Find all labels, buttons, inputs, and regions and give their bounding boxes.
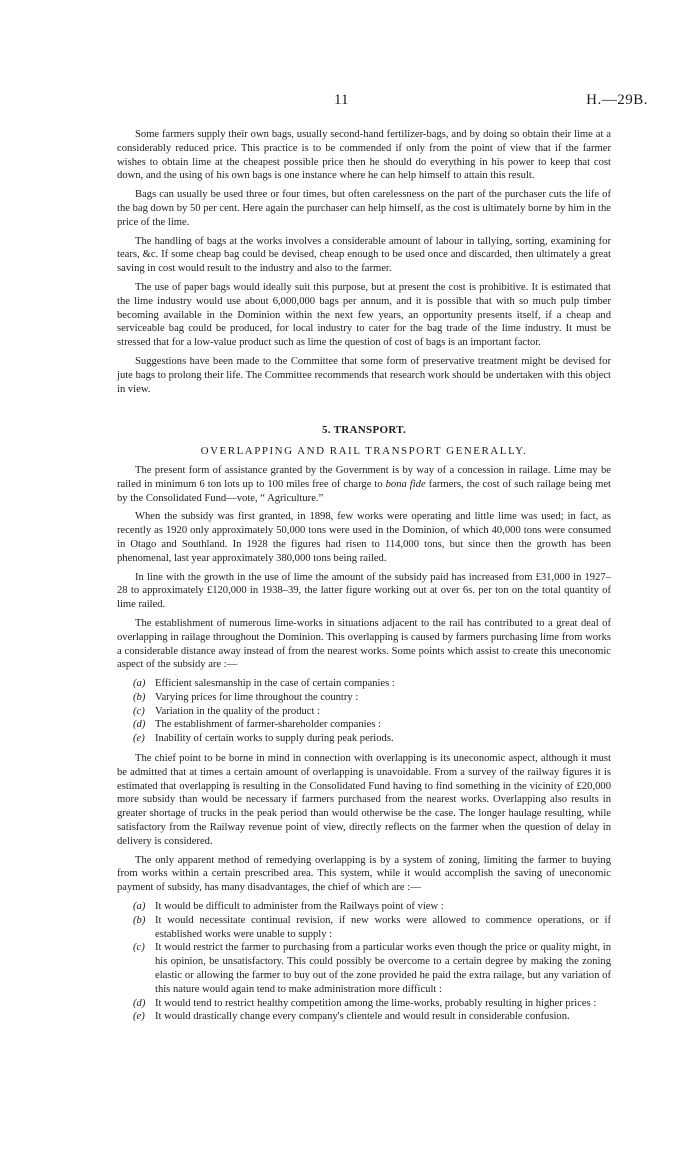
list-item xyxy=(117,691,611,705)
list-item xyxy=(117,900,611,914)
section-title: 5. TRANSPORT. xyxy=(321,424,407,437)
list-marker: (c) xyxy=(133,705,145,717)
paragraph-assistance-part-2: farmers, the cost of such railage being met by the Consolidated Fund—vote, “ Agriculture.” xyxy=(117,478,611,504)
paragraph-bag-reuse: Bags can usually be used three or four times, but often carelessness on the part of the purchaser cuts the life of the bag down by 50 per cent. Here again the purchaser can help himself, as the cost is ultimately borne by him in the price of the lime. xyxy=(117,189,611,228)
list-item xyxy=(117,997,611,1011)
list-marker: (b) xyxy=(133,914,146,926)
list-item xyxy=(117,941,611,996)
paragraph-zoning: The only apparent method of remedying overlapping is by a system of zoning, limiting the farmer to buying from works within a certain prescribed area. This system, while it would accomplish the saving of uneconomic payment of subsidy, has many disadvantages, the chief of which are :— xyxy=(117,854,611,894)
list-item-text: Variation in the quality of the product : xyxy=(155,705,321,717)
list-marker: (e) xyxy=(133,1011,145,1023)
list-marker: (c) xyxy=(133,942,145,954)
paragraph-paper-bags: The use of paper bags would ideally suit this purpose, but at present the cost is prohibitive. It is estimated that the lime industry would use about 6,000,000 bags per annum, and it is possible that with so much pulp timber becoming available in the Dominion within the next few years, an opportunity presents itself, if a cheap and serviceable bag could be produced, for local industry to cater for the bag trade of the lime industry. It must be stressed that for a low-value product such as lime the question of cost of bags is an important factor. xyxy=(117,281,611,349)
paragraph-bag-handling: The handling of bags at the works involves a considerable amount of labour in tallying, sorting, examining for tears, &c. If some cheap bag could be devised, cheap enough to be used once and discarded, then ultimately a great saving in cost would result to the industry and also to the farmer. xyxy=(117,235,611,275)
page-number: 11 xyxy=(334,92,349,108)
list-marker: (d) xyxy=(133,997,146,1009)
list-item-text: The establishment of farmer-shareholder companies : xyxy=(155,719,381,731)
list-item xyxy=(117,705,611,719)
list-item xyxy=(117,1010,611,1024)
list-item-text: It would tend to restrict healthy competition among the lime-works, probably resulting in higher prices : xyxy=(155,997,597,1009)
document-body xyxy=(117,128,611,1030)
overlapping-causes-list xyxy=(117,677,611,746)
paragraph-jute-treatment: Suggestions have been made to the Committee that some form of preservative treatment might be devised for jute bags to prolong their life. The Committee recommends that research work should be undertaken with this object in view. xyxy=(117,355,611,395)
document-reference: H.—29B. xyxy=(586,92,648,108)
list-item xyxy=(117,732,611,746)
paragraph-uneconomic-aspect: The chief point to be borne in mind in connection with overlapping is its uneconomic aspect, although it must be admitted that at times a certain amount of overlapping is unavoidable. From a survey of the railway figures it is estimated that overlapping is resulting in the Consolidated Fund having to find something in the vicinity of £20,000 more subsidy than would be necessary if farmers purchased from the nearest works. Overlapping also results in greater shortage of trucks in the peak period than would otherwise be the case. The longer haulage resulting, while satisfactory from the Railway revenue point of view, directly reflects on the farmer when the question of delay in delivery is considered. xyxy=(117,753,611,847)
paragraph-assistance-part-1: The present form of assistance granted by the Government is by way of a concession in railage. Lime may be railed in minimum 6 ton lots up to 100 miles free of charge to xyxy=(117,464,611,490)
subsection-title: OVERLAPPING AND RAIL TRANSPORT GENERALLY. xyxy=(200,445,528,458)
paragraph-subsidy-history: When the subsidy was first granted, in 1898, few works were operating and little lime was used; in fact, as recently as 1920 only approximately 50,000 tons were used in the Dominion, of which 40,000 tons were consumed in Otago and Southland. In 1928 the figures had risen to 114,000 tons, but since then the growth has been phenomenal, last year approximately 380,000 tons being railed. xyxy=(117,511,611,564)
list-item-text: Varying prices for lime throughout the country : xyxy=(155,691,359,703)
paragraph-assistance-emphasis: bona fide xyxy=(385,478,426,490)
paragraph-assistance xyxy=(117,464,611,505)
list-item-text: Inability of certain works to supply during peak periods. xyxy=(155,733,394,745)
list-item xyxy=(117,914,611,942)
list-marker: (a) xyxy=(133,678,146,690)
list-item xyxy=(117,677,611,691)
list-item xyxy=(117,718,611,732)
zoning-disadvantages-list xyxy=(117,900,611,1024)
list-item-text: Efficient salesmanship in the case of certain companies : xyxy=(155,678,395,690)
list-item-text: It would drastically change every company's clientele and would result in considerable confusion. xyxy=(155,1011,570,1023)
list-item-text: It would restrict the farmer to purchasing from a particular works even though the price or quality might, in his opinion, be unsatisfactory. This could possibly be overcome to a certain degree by making the zoning elastic or allowing the farmer to buy out of the zone provided he paid the extra railage, but any variation of this nature would again tend to make administration more difficult : xyxy=(155,942,611,995)
list-item-text: It would necessitate continual revision, if new works were allowed to commence operations, or if established works were unable to supply : xyxy=(155,914,611,940)
list-marker: (e) xyxy=(133,733,145,745)
paragraph-subsidy-growth: In line with the growth in the use of lime the amount of the subsidy paid has increased from £31,000 in 1927–28 to approximately £120,000 in 1938–39, the latter figure working out at over 6s. per ton on the total quantity of lime railed. xyxy=(117,571,611,611)
list-marker: (b) xyxy=(133,691,146,703)
list-item-text: It would be difficult to administer from the Railways point of view : xyxy=(155,901,444,913)
list-marker: (d) xyxy=(133,719,146,731)
paragraph-own-bags: Some farmers supply their own bags, usually second-hand fertilizer-bags, and by doing so obtain their lime at a considerably reduced price. This practice is to be commended if only from the point of view that if the farmer wishes to obtain lime at the cheapest possible price then he should do everything in his power to keep that cost down, and the using of his own bags is one instance where he can help himself to attain this result. xyxy=(117,129,611,182)
page-header xyxy=(0,92,700,112)
list-marker: (a) xyxy=(133,901,146,913)
paragraph-overlapping-causes: The establishment of numerous lime-works in situations adjacent to the rail has contributed to a great deal of overlapping in railage throughout the Dominion. This overlapping is caused by farmers purchasing lime from works a considerable distance away instead of from the nearest works. Some points which assist to create this uneconomic aspect of the subsidy are :— xyxy=(117,617,611,671)
